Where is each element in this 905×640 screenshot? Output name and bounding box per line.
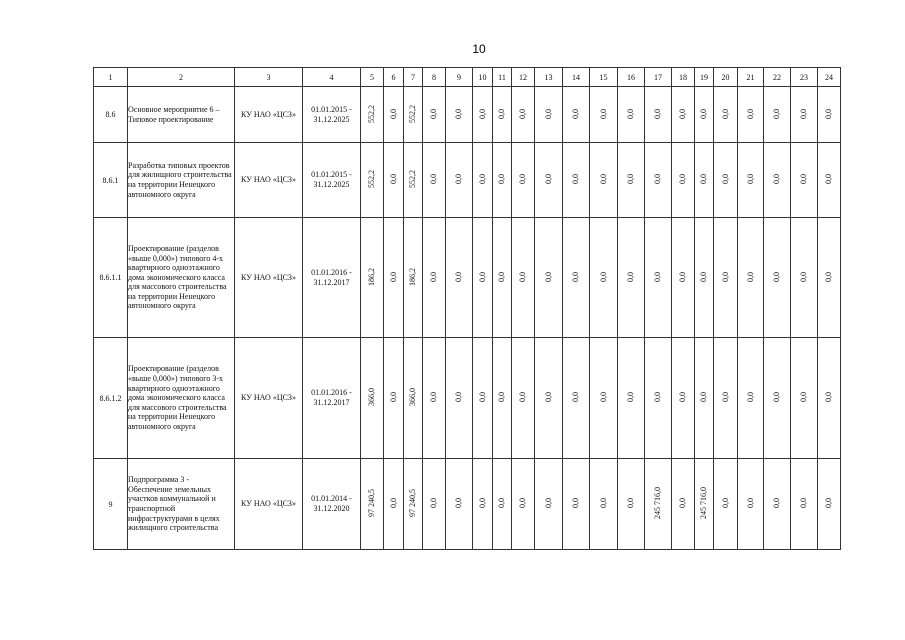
value-text: 0,0	[543, 392, 553, 402]
value-cell	[764, 459, 791, 550]
value-text: 0,0	[543, 271, 553, 282]
value-cell	[618, 87, 645, 143]
value-text: 0,0	[824, 174, 833, 184]
value-cell	[512, 87, 535, 143]
row-period: 01.01.2015 - 31.12.2025	[303, 87, 361, 143]
value-text: 552,2	[367, 104, 376, 123]
value-text: 0,0	[477, 498, 487, 508]
value-cell	[493, 218, 512, 338]
value-text: 0,0	[824, 392, 833, 402]
value-text: 0,0	[745, 498, 755, 508]
value-text: 0,0	[497, 271, 506, 282]
budget-table	[93, 67, 841, 550]
value-text: 0,0	[678, 392, 687, 402]
row-period: 01.01.2016 - 31.12.2017	[303, 218, 361, 338]
value-cell	[738, 143, 764, 218]
value-cell	[423, 459, 446, 550]
value-text: 0,0	[477, 392, 487, 402]
value-text: 0,0	[454, 498, 463, 508]
header-row	[94, 68, 841, 87]
value-cell	[535, 218, 563, 338]
column-header: 9	[446, 68, 473, 87]
value-cell	[446, 87, 473, 143]
value-cell	[446, 218, 473, 338]
value-cell	[818, 459, 841, 550]
value-cell	[695, 218, 714, 338]
value-cell	[645, 338, 672, 459]
row-executor: КУ НАО «ЦСЗ»	[235, 218, 303, 338]
value-cell	[714, 218, 738, 338]
value-text: 0,0	[518, 174, 527, 184]
column-header: 10	[473, 68, 493, 87]
value-text: 0,0	[772, 271, 781, 282]
value-cell	[590, 87, 618, 143]
value-text: 0,0	[772, 392, 781, 402]
value-text: 0,0	[497, 174, 506, 184]
value-cell	[590, 338, 618, 459]
value-text: 0,0	[429, 108, 438, 119]
value-cell	[423, 218, 446, 338]
value-text: 0,0	[477, 174, 487, 184]
value-cell	[535, 338, 563, 459]
value-text: 0,0	[429, 498, 438, 508]
value-text: 0,0	[454, 108, 463, 119]
value-text: 0,0	[518, 108, 527, 119]
value-cell	[672, 459, 695, 550]
row-code: 8.6.1	[94, 143, 128, 218]
column-header: 15	[590, 68, 618, 87]
value-text: 186,2	[408, 267, 417, 286]
value-text: 0,0	[699, 108, 708, 119]
row-code: 8.6.1.1	[94, 218, 128, 338]
value-text: 552,2	[367, 170, 376, 188]
value-text: 552,2	[408, 104, 417, 123]
table-row	[94, 87, 841, 143]
column-header: 21	[738, 68, 764, 87]
value-cell	[493, 143, 512, 218]
value-cell	[764, 218, 791, 338]
value-cell	[738, 338, 764, 459]
column-header: 2	[128, 68, 235, 87]
value-cell	[590, 143, 618, 218]
row-name: Проектирование (разделов «выше 0,000») типового 4-х квартирного одноэтажного дома экономического класса для массового строительства на территории Ненецкого автономного округа	[128, 218, 235, 338]
value-text: 0,0	[497, 108, 506, 119]
value-text: 0,0	[678, 498, 687, 508]
value-text: 0,0	[543, 498, 553, 508]
value-text: 0,0	[454, 271, 463, 282]
value-text: 0,0	[799, 498, 808, 508]
value-text: 0,0	[720, 392, 730, 402]
value-text: 0,0	[678, 174, 687, 184]
value-text: 0,0	[571, 271, 580, 282]
value-cell	[563, 87, 590, 143]
value-cell	[563, 338, 590, 459]
row-code: 8.6.1.2	[94, 338, 128, 459]
column-header: 6	[384, 68, 404, 87]
column-header: 19	[695, 68, 714, 87]
value-cell	[493, 87, 512, 143]
value-text: 0,0	[518, 271, 527, 282]
column-header: 1	[94, 68, 128, 87]
value-cell	[645, 459, 672, 550]
value-cell	[404, 87, 423, 143]
column-header: 20	[714, 68, 738, 87]
row-code: 8.6	[94, 87, 128, 143]
value-cell	[645, 87, 672, 143]
value-text: 0,0	[543, 174, 553, 184]
table-row	[94, 218, 841, 338]
value-cell	[512, 218, 535, 338]
value-text: 0,0	[824, 108, 833, 119]
value-cell	[535, 459, 563, 550]
value-cell	[791, 218, 818, 338]
value-cell	[645, 218, 672, 338]
table-row	[94, 459, 841, 550]
row-executor: КУ НАО «ЦСЗ»	[235, 143, 303, 218]
column-header: 7	[404, 68, 423, 87]
value-cell	[764, 143, 791, 218]
column-header: 4	[303, 68, 361, 87]
value-text: 0,0	[571, 392, 580, 402]
value-text: 0,0	[429, 174, 438, 184]
table-row	[94, 143, 841, 218]
value-text: 0,0	[799, 392, 808, 402]
value-text: 0,0	[598, 392, 608, 402]
value-text: 0,0	[772, 498, 781, 508]
value-cell	[590, 459, 618, 550]
value-cell	[384, 87, 404, 143]
value-cell	[512, 143, 535, 218]
value-text: 0,0	[799, 108, 808, 119]
value-text: 0,0	[543, 108, 553, 119]
value-text: 186,2	[367, 267, 376, 286]
value-cell	[512, 338, 535, 459]
value-text: 245 716,0	[653, 487, 662, 519]
value-cell	[563, 459, 590, 550]
row-period: 01.01.2014 - 31.12.2020	[303, 459, 361, 550]
value-text: 0,0	[720, 108, 730, 119]
value-text: 0,0	[626, 108, 635, 119]
row-name: Проектирование (разделов «выше 0,000») типового 3-х квартирного одноэтажного дома экономического класса для массового строительства на территории Ненецкого автономного округа	[128, 338, 235, 459]
value-cell	[446, 338, 473, 459]
value-text: 0,0	[745, 392, 755, 402]
value-text: 0,0	[678, 271, 687, 282]
row-code: 9	[94, 459, 128, 550]
value-cell	[384, 459, 404, 550]
value-text: 0,0	[454, 174, 463, 184]
value-text: 0,0	[598, 174, 608, 184]
value-text: 0,0	[429, 271, 438, 282]
value-cell	[493, 338, 512, 459]
value-cell	[446, 459, 473, 550]
value-text: 0,0	[745, 108, 755, 119]
value-cell	[535, 143, 563, 218]
value-text: 0,0	[824, 498, 833, 508]
value-cell	[493, 459, 512, 550]
value-text: 0,0	[571, 108, 580, 119]
value-cell	[714, 338, 738, 459]
value-cell	[384, 338, 404, 459]
value-text: 0,0	[598, 108, 608, 119]
value-text: 0,0	[799, 271, 808, 282]
value-text: 0,0	[497, 392, 506, 402]
column-header: 16	[618, 68, 645, 87]
value-text: 0,0	[772, 108, 781, 119]
value-text: 0,0	[518, 498, 527, 508]
value-text: 245 716,0	[699, 487, 708, 519]
value-text: 0,0	[720, 271, 730, 282]
column-header: 14	[563, 68, 590, 87]
value-cell	[618, 338, 645, 459]
value-cell	[764, 338, 791, 459]
value-text: 0,0	[598, 498, 608, 508]
value-text: 0,0	[720, 498, 730, 508]
value-text: 0,0	[388, 108, 398, 119]
value-cell	[361, 218, 384, 338]
value-text: 0,0	[626, 392, 635, 402]
value-cell	[791, 338, 818, 459]
value-text: 0,0	[571, 498, 580, 508]
value-text: 97 240,5	[367, 489, 376, 517]
column-header: 12	[512, 68, 535, 87]
value-cell	[473, 87, 493, 143]
row-name: Разработка типовых проектов для жилищного строительства на территории Ненецкого автономного округа	[128, 143, 235, 218]
value-cell	[695, 143, 714, 218]
value-cell	[404, 459, 423, 550]
row-period: 01.01.2016 - 31.12.2017	[303, 338, 361, 459]
value-cell	[695, 338, 714, 459]
value-cell	[563, 218, 590, 338]
value-cell	[590, 218, 618, 338]
value-cell	[384, 143, 404, 218]
value-cell	[764, 87, 791, 143]
value-cell	[473, 338, 493, 459]
value-cell	[738, 459, 764, 550]
value-text: 0,0	[598, 271, 608, 282]
value-cell	[714, 459, 738, 550]
value-cell	[361, 338, 384, 459]
value-cell	[791, 143, 818, 218]
column-header: 24	[818, 68, 841, 87]
value-text: 0,0	[626, 498, 635, 508]
value-cell	[695, 87, 714, 143]
column-header: 18	[672, 68, 695, 87]
value-text: 0,0	[388, 174, 398, 184]
value-text: 366,0	[408, 388, 417, 406]
value-text: 0,0	[626, 271, 635, 282]
value-text: 0,0	[477, 108, 487, 119]
value-text: 0,0	[678, 108, 687, 119]
value-text: 0,0	[497, 498, 506, 508]
value-cell	[563, 143, 590, 218]
value-cell	[404, 143, 423, 218]
value-text: 0,0	[477, 271, 487, 282]
value-cell	[473, 143, 493, 218]
value-cell	[695, 459, 714, 550]
value-cell	[791, 459, 818, 550]
value-cell	[473, 218, 493, 338]
value-cell	[714, 143, 738, 218]
row-name: Подпрограмма 3 - Обеспечение земельных участков коммунальной и транспортной инфраструктурами в целях жилищного строительства	[128, 459, 235, 550]
value-text: 0,0	[454, 392, 463, 402]
value-text: 0,0	[388, 271, 398, 282]
value-cell	[791, 87, 818, 143]
row-executor: КУ НАО «ЦСЗ»	[235, 87, 303, 143]
value-text: 97 240,5	[408, 489, 417, 517]
value-cell	[361, 143, 384, 218]
value-text: 0,0	[772, 174, 781, 184]
value-cell	[512, 459, 535, 550]
value-cell	[672, 87, 695, 143]
column-header: 8	[423, 68, 446, 87]
row-name: Основное мероприятие 6 – Типовое проектирование	[128, 87, 235, 143]
value-text: 0,0	[745, 174, 755, 184]
value-cell	[818, 87, 841, 143]
value-text: 0,0	[626, 174, 635, 184]
value-text: 0,0	[653, 392, 662, 402]
value-text: 0,0	[388, 498, 398, 508]
column-header: 17	[645, 68, 672, 87]
value-cell	[672, 218, 695, 338]
column-header: 11	[493, 68, 512, 87]
value-text: 0,0	[799, 174, 808, 184]
column-header: 13	[535, 68, 563, 87]
value-cell	[818, 338, 841, 459]
column-header: 22	[764, 68, 791, 87]
value-cell	[818, 218, 841, 338]
value-text: 0,0	[653, 271, 662, 282]
value-cell	[738, 87, 764, 143]
value-text: 0,0	[699, 392, 708, 402]
value-text: 366,0	[367, 388, 376, 406]
value-cell	[714, 87, 738, 143]
value-cell	[738, 218, 764, 338]
value-text: 0,0	[429, 392, 438, 402]
value-text: 0,0	[699, 174, 708, 184]
value-cell	[423, 338, 446, 459]
value-text: 0,0	[653, 174, 662, 184]
page-number: 10	[472, 42, 486, 56]
value-cell	[618, 459, 645, 550]
column-header: 3	[235, 68, 303, 87]
column-header: 23	[791, 68, 818, 87]
row-period: 01.01.2015 - 31.12.2025	[303, 143, 361, 218]
value-cell	[618, 143, 645, 218]
value-cell	[672, 338, 695, 459]
value-cell	[423, 143, 446, 218]
value-text: 0,0	[699, 271, 708, 282]
value-text: 0,0	[571, 174, 580, 184]
row-executor: КУ НАО «ЦСЗ»	[235, 459, 303, 550]
value-text: 0,0	[653, 108, 662, 119]
value-cell	[473, 459, 493, 550]
value-text: 0,0	[720, 174, 730, 184]
value-text: 0,0	[745, 271, 755, 282]
value-text: 0,0	[388, 392, 398, 402]
value-cell	[818, 143, 841, 218]
value-cell	[535, 87, 563, 143]
value-text: 552,2	[408, 170, 417, 188]
value-text: 0,0	[824, 271, 833, 282]
value-cell	[645, 143, 672, 218]
value-cell	[361, 459, 384, 550]
column-header: 5	[361, 68, 384, 87]
value-cell	[672, 143, 695, 218]
value-cell	[384, 218, 404, 338]
value-text: 0,0	[518, 392, 527, 402]
row-executor: КУ НАО «ЦСЗ»	[235, 338, 303, 459]
value-cell	[404, 218, 423, 338]
value-cell	[361, 87, 384, 143]
value-cell	[423, 87, 446, 143]
value-cell	[618, 218, 645, 338]
table-row	[94, 338, 841, 459]
value-cell	[446, 143, 473, 218]
value-cell	[404, 338, 423, 459]
